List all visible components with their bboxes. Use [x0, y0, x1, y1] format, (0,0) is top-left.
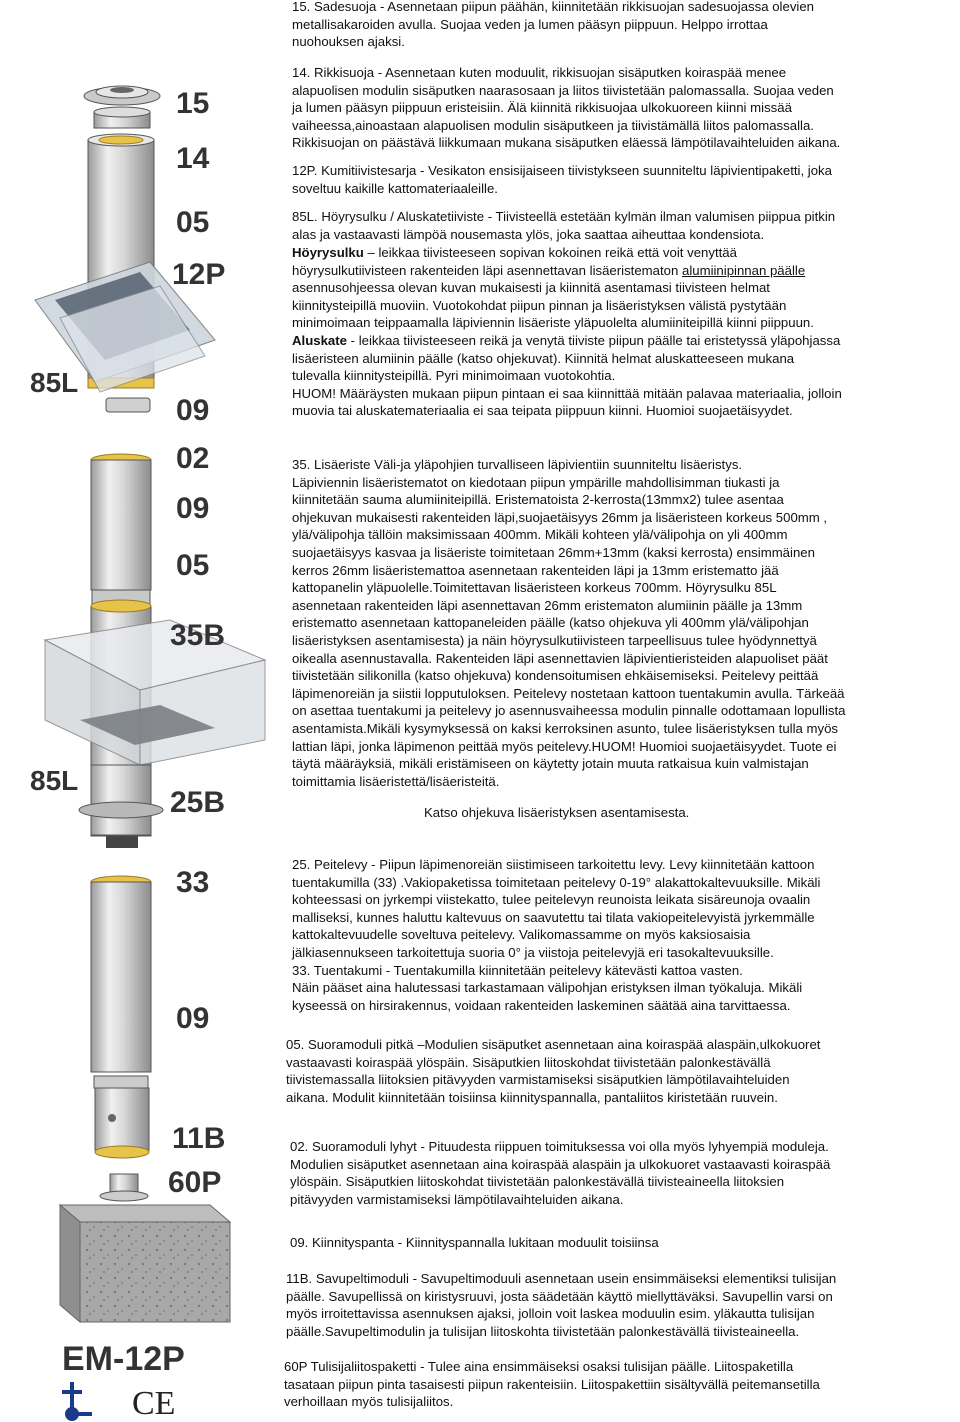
- section-09: 09. Kiinnityspanta - Kiinnityspannalla lukitaan moduulit toisiinsa: [290, 1235, 659, 1250]
- damper-module-11b: [95, 1088, 149, 1158]
- label-35b: 35B: [170, 619, 226, 652]
- key-icon: [62, 1382, 92, 1419]
- support-rubber-33: [106, 836, 138, 848]
- label-33: 33: [176, 866, 210, 899]
- label-09a: 09: [176, 394, 210, 427]
- label-02: 02: [176, 442, 210, 475]
- label-25b: 25B: [170, 786, 226, 819]
- cover-plate-25b: [79, 802, 163, 818]
- label-85l-top: 85L: [30, 367, 79, 398]
- pipe-module-02: [91, 454, 151, 590]
- label-05: 05: [176, 206, 210, 239]
- label-60p: 60P: [168, 1166, 222, 1199]
- section-05: 05. Suoramoduli pitkä –Modulien sisäputket asennetaan aina koiraspää alaspäin,ulkokuoret vastaavasti koiraspää ylöspäin. Sisäputkien liitoskohdat tiivistetään palonkestävällä tiivistemassalla liitoksien pitävyyden varmistamiseksi sisäputkien lämpötilavaihteluiden aikana. Modulit kiinnitetään toisiinsa kiinnityspannalla, pantaliitos kiristetään ruuvein.: [286, 1037, 821, 1105]
- section-14: 14. Rikkisuoja - Asennetaan kuten moduulit, rikkisuojan sisäputken koiraspää menee alapuolisen modulin sisäputken naarasosaan ja liitos tiivistetään palomassalla. Suojaa veden ja lumen pääsyn piippuun eristeisiin. Älä kiinnitä rikkisuojaa ulkokuoreen kiinni missää vaiheessa,ainoastaan alapuolisen modulin sisäputkeen ja tiivistämällä liitos palomassalla. Rikkisuojan on päästävä liikkumaan mukana sisäputken eläessä lämpötilavaihteluiden aikana.: [292, 65, 841, 151]
- section-15: 15. Sadesuoja - Asennetaan piipun päähän, kiinnitetään rikkisuojan sadesuojassa olevien metallisakaroiden avulla. Suojaa veden ja lumen pääsyn piippuun. Helppo irrottaa nuohouksen ajaksi.: [292, 0, 815, 50]
- section-85l-intro: 85L. Höyrysulku / Aluskatetiiviste - Tiivisteellä estetään kylmän ilman valumisen piippua pitkin alas ja vastaavasti lämpöä nousemasta ylös, joka saattaa aiheuttaa kondensiota.: [292, 209, 836, 242]
- label-09c: 09: [176, 1002, 210, 1035]
- underlay-heading: Aluskate: [292, 333, 347, 348]
- label-05b: 05: [176, 549, 210, 582]
- section-85l-underlay: Aluskate - leikkaa tiivisteeseen reikä ja venytä tiiviste piipun päälle tai eristetyssä yläpohjassa lisäeristeen alumiinin päälle (katso ohjekuvat). Kiinnitä helmat aluskatteeseen mukana tulevalla kiinnitysteipillä. Pyri minimoimaan vuotokohtia. HUOM! Määräysten mukaan piipun pintaan ei saa kiinnittää mitään palavaa materiaalia, jolloin muovia tai aluskatemateriaalia ei saa teipata piippuun kiinni. Huomioi suojaetäisyydet.: [292, 333, 842, 419]
- clamp-band-09c: [94, 1076, 148, 1088]
- section-12p: 12P. Kumitiivistesarja - Vesikaton ensisijaiseen tiivistykseen suunniteltu läpivientipaketti, joka soveltuu kaikille kattomateriaaleille.: [292, 163, 832, 196]
- label-14: 14: [176, 142, 210, 175]
- spark-arrester-part: [94, 107, 150, 128]
- label-85l-bottom: 85L: [30, 765, 79, 796]
- section-35-note: Katso ohjekuva lisäeristyksen asentamisesta.: [424, 805, 690, 820]
- label-09b: 09: [176, 492, 210, 525]
- section-35: 35. Lisäeriste Väli-ja yläpohjien turvalliseen läpivientiin suunniteltu lisäeristys. Läpiviennin lisäeristematot on kiedotaan piipun ympärille mahdollisimman tiukasti ja kiinnitetään sauma alumiiniteipillä. Eristematoista 2-kerrosta(13mmx2) tulee asentaa ohjekuvan mukaisesti rakenteiden läpi,suojaetäisyys 26mm ja lisäeristeen korkeus 500mm , ylä/välipohja tällöin maksimissaan 400mm. Mikäli kohteen ylä/välipohja on yli 400mm suojaetäisyys kasvaa ja lisäeriste toimitetaan 26mm+13mm (kaksi kerrosta) ensimmäinen kerros 26mm lisäeristemattoa asennetaan rakenteiden läpi ja 13mm eristematto jää kattopanelin yläpuolelle.Toimitettavan lisäeristeen korkeus 700mm. Höyrysulku 85L asennetaan rakenteiden läpi asennettavan 26mm eristematon alumiinin päälle ja 13mm eristematto asennetaan kattopaneleiden päälle (katso ohjekuva yli 400mm ylä/välipohjan lisäeristyksen asentamisesta) ja näin höyrysulkutiivisteen tarpeellisuus tulee hyödynnettyä oikealla asennustavalla. Rakenteiden läpi asennettavien läpivientieristeiden alapuoliset päät tiivistetään silikonilla (katso ohjekuva) kondensoitumisen ehkäisemiseksi. Peitelevy peittää läpimenoreiän ja siistii lopputuloksen. Peitelevy nostetaan kattoon tuentakumin avulla. Tärkeää on asettaa tuentakumi ja peitelevy jo asennusvaiheessa modulin pinnalle odottamaan lopullista asentamista.Mikäli kysymyksessä on kaksi kerroksinen asunto, tulee lisäeristyksen tulla myös lattian läpi, jonka läpimenon peittää myös peitelevy.HUOM! Huomioi suojaetäisyydet. Tuote ei täytä määräyksiä, mikäli eristämiseen on käytetty jotain muuta ratkaisua kuin valmistajan toimittamia lisäeristettä/lisäeristeitä.: [292, 457, 846, 789]
- section-02: 02. Suoramoduli lyhyt - Pituudesta riippuen toimituksessa voi olla myös lyhyempiä moduleja. Modulien sisäputket asennetaan aina koiraspää alaspäin ja ulkokuoret vastaavasti koiraspää ylöspäin. Sisäputkien liitoskohdat tiivistetään palonkestävällä tiivisteaineella liitoksien pitävyyden varmistamiseksi lämpötilavaihteluiden aikana.: [290, 1139, 831, 1207]
- insulation-box-part: [45, 620, 265, 765]
- rain-cap-part: [84, 86, 160, 105]
- section-11b: 11B. Savupeltimoduli - Savupeltimoduuli asennetaan usein ensimmäiseksi elementiksi tulisijan päälle. Savupellissä on kiristysruuvi, josta säädetään käyttö miellyttäväksi. Savupellin varsi on myös irroitettavissa asennuksen ajaksi, jolloin voit laskea moduulin esim. yläkautta tulisijan päälle.Savupeltimodulin ja tulisijan liitoskohta tiivistetään palonkestävällä tiivisteaineella.: [286, 1271, 837, 1339]
- connector-60p: [100, 1174, 148, 1201]
- fireplace-base: [60, 1205, 230, 1322]
- pipe-module-05-lower: [91, 876, 151, 1072]
- clamp-band-09: [106, 398, 150, 412]
- section-60p: 60P Tulisijaliitospaketti - Tulee aina ensimmäiseksi osaksi tulisijan päälle. Liitospaketilla tasataan piipun pinta tasaisesti piipun rakenteisiin. Liitospakettiin sisältyvällä peitemansetilla verhoillaan myös tulisijaliitos.: [284, 1359, 820, 1410]
- vapour-barrier-heading: Höyrysulku: [292, 245, 364, 260]
- ce-mark: CE: [132, 1385, 176, 1422]
- label-15: 15: [176, 87, 210, 120]
- model-name: EM-12P: [62, 1340, 185, 1378]
- label-11b: 11B: [172, 1122, 226, 1155]
- label-12p: 12P: [172, 258, 226, 291]
- section-25-33: 25. Peitelevy - Piipun läpimenoreiän siistimiseen tarkoitettu levy. Levy kiinnitetään kattoon tuentakumilla (33) .Vakiopaketissa toimitetaan peitelevy 0-19° alakattokaltevuuksille. Mikäli kohteessasi on jyrkempi viistekatto, tulee peitelevyn reunoista leikata sisäreunoja ovaalin malliseksi, kunnes haluttu kaltevuus on saavutettu tai tilata vakiopeitelevyistä jyrkemmälle kattokaltevuudelle soveltuva peitelevy. Valikomassamme on myös kaksiosaisia jälkiasennukseen tarkoitettuja suoria 0° ja viistoja peitelevyjä eri tasokaltevuuksille. 33. Tuentakumi - Tuentakumilla kiinnitetään peitelevy kätevästi kattoa vasten. Näin pääset aina halutessasi tarkastamaan välipohjan eristyksen ilman työkaluja. Mikäli kyseessä on hirsirakennus, voidaan rakenteiden laskeminen säätää aina tarvittaessa.: [292, 857, 821, 1013]
- chimney-assembly-diagram: [0, 0, 285, 1422]
- section-85l-vapour-barrier: Höyrysulku – leikkaa tiivisteeseen sopivan kokoinen reikä että voit venyttää höyrysulkutiivisteen rakenteiden läpi asennettavan lisäeristematon alumiinipinnan päälle asennusohjeessa olevan kuvan mukaisesti ja kiinnitä asentamasi tiivisteen helmat kiinnitysteipillä muoviin. Vuotokohdat piipun pinnan ja lisäeristyksen välistä pystytään minimoimaan teippaamalla läpiviennin lisäeriste yläpuolelta alumiiniteipillä kiinni piippuun.: [292, 245, 814, 331]
